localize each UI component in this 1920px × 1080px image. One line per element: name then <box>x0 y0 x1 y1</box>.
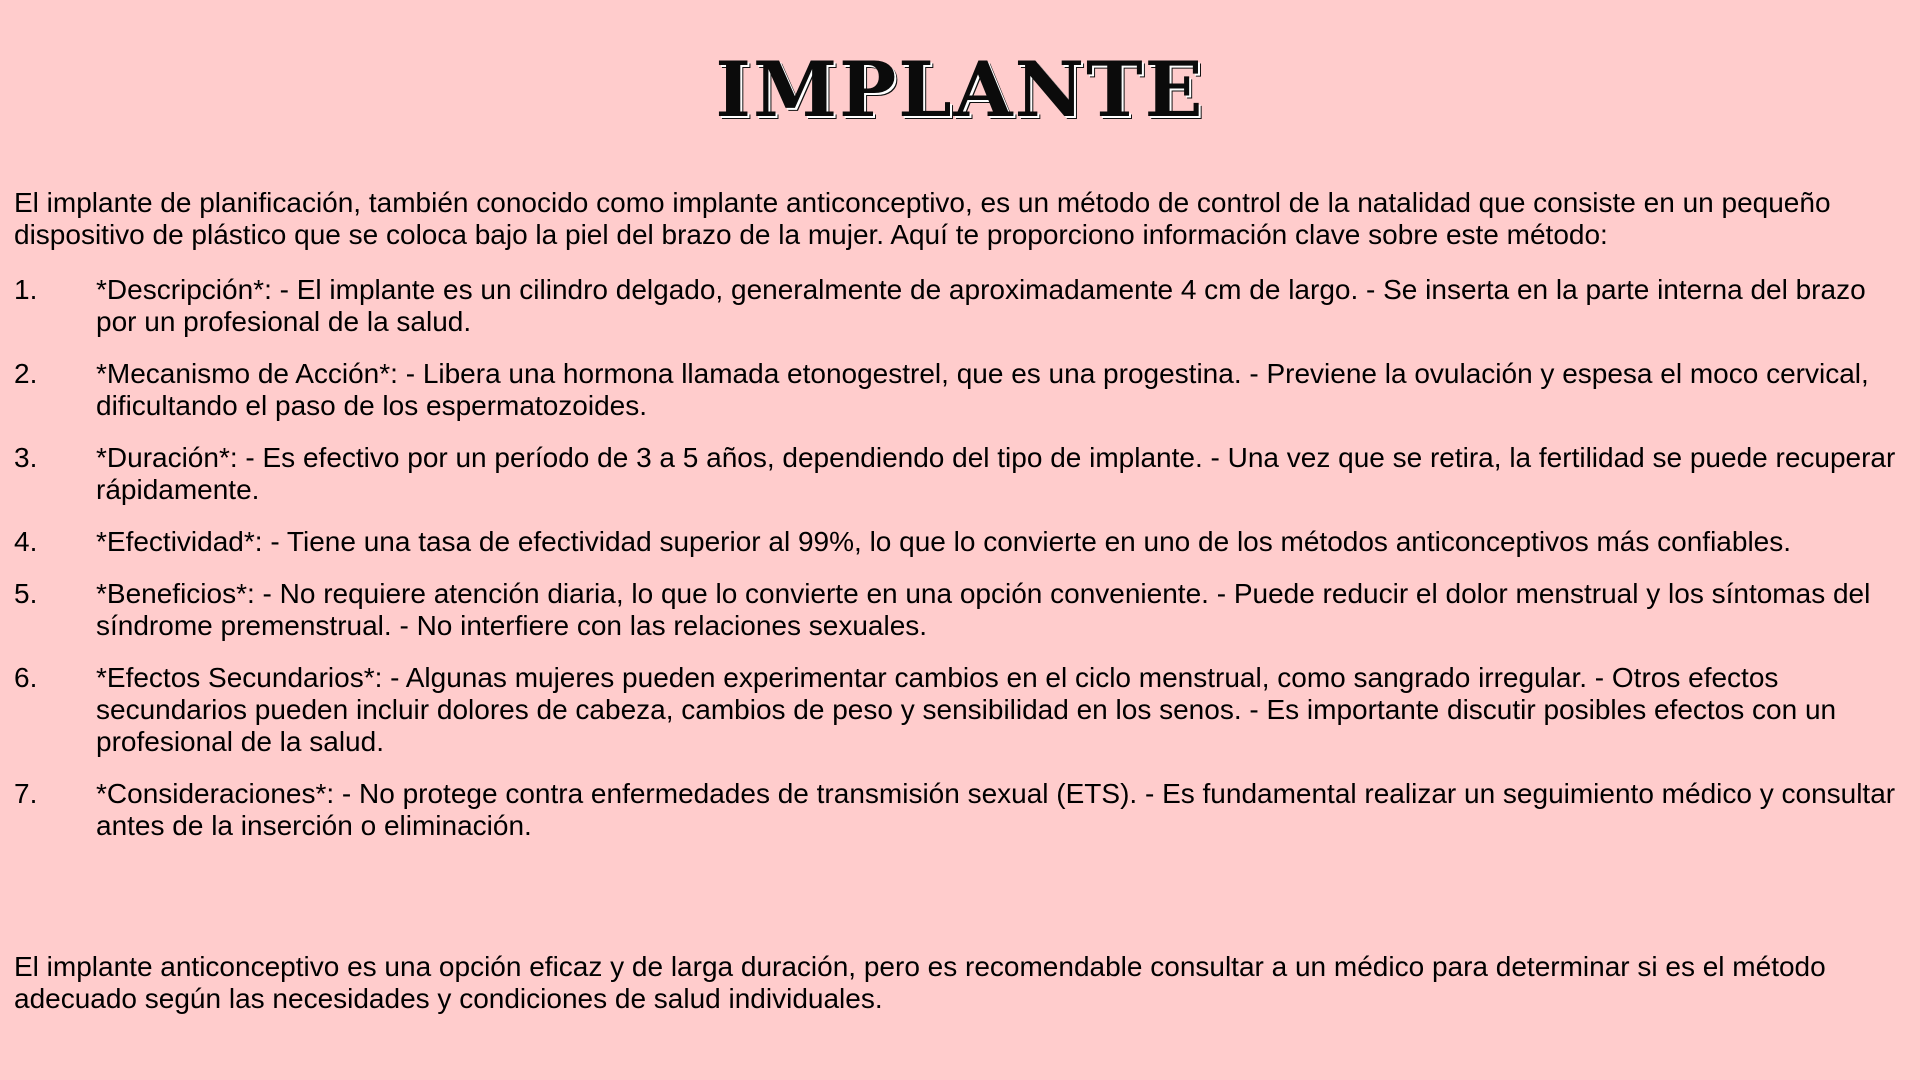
list-item-text: *Efectos Secundarios*: - Algunas mujeres pueden experimentar cambios en el ciclo menstrual, como sangrado irregular. - Otros efectos secundarios pueden incluir dolores de cabeza, cambios de peso y sensibilidad en los senos. - Es importante discutir posibles efectos con un profesional de la salud. <box>96 662 1837 757</box>
intro-paragraph: El implante de planificación, también conocido como implante anticonceptivo, es un método de control de la natalidad que consiste en un pequeño dispositivo de plástico que se coloca bajo la piel del brazo de la mujer. Aquí te proporciono información clave sobre este método: <box>14 187 1831 250</box>
list-item-number: 1. <box>14 274 38 305</box>
conclusion-paragraph: El implante anticonceptivo es una opción eficaz y de larga duración, pero es recomendable consultar a un médico para determinar si es el método adecuado según las necesidades y condiciones de salud individuales. <box>14 951 1826 1014</box>
list-item <box>14 442 1910 506</box>
list-item-number: 6. <box>14 662 38 693</box>
list-item <box>14 526 1910 558</box>
list-item-number: 3. <box>14 442 38 473</box>
list-item <box>14 358 1910 422</box>
list-item-text: *Beneficios*: - No requiere atención diaria, lo que lo convierte en una opción conveniente. - Puede reducir el dolor menstrual y los síntomas del síndrome premenstrual. - No interfiere con las relaciones sexuales. <box>96 578 1871 641</box>
slide-title: IMPLANTE <box>715 45 1205 134</box>
list-item <box>14 578 1910 642</box>
list-item <box>14 274 1910 338</box>
list-item-number: 4. <box>14 526 38 557</box>
list-item-number: 5. <box>14 578 38 609</box>
list-item-text: *Consideraciones*: - No protege contra enfermedades de transmisión sexual (ETS). - Es fundamental realizar un seguimiento médico y consultar antes de la inserción o eliminación. <box>96 778 1896 841</box>
list-item-text: *Duración*: - Es efectivo por un período de 3 a 5 años, dependiendo del tipo de implante. - Una vez que se retira, la fertilidad se puede recuperar rápidamente. <box>96 442 1896 505</box>
list-item-number: 2. <box>14 358 38 389</box>
list-item <box>14 778 1910 842</box>
list-item <box>14 662 1910 758</box>
list-item-text: *Mecanismo de Acción*: - Libera una hormona llamada etonogestrel, que es una progestina. - Previene la ovulación y espesa el moco cervical, dificultando el paso de los espermatozoides. <box>96 358 1869 421</box>
list-item-number: 7. <box>14 778 38 809</box>
list-item-text: *Descripción*: - El implante es un cilindro delgado, generalmente de aproximadamente 4 cm de largo. - Se inserta en la parte interna del brazo por un profesional de la salud. <box>96 274 1866 337</box>
list-item-text: *Efectividad*: - Tiene una tasa de efectividad superior al 99%, lo que lo convierte en uno de los métodos anticonceptivos más confiables. <box>96 526 1792 557</box>
numbered-list <box>14 274 1910 862</box>
